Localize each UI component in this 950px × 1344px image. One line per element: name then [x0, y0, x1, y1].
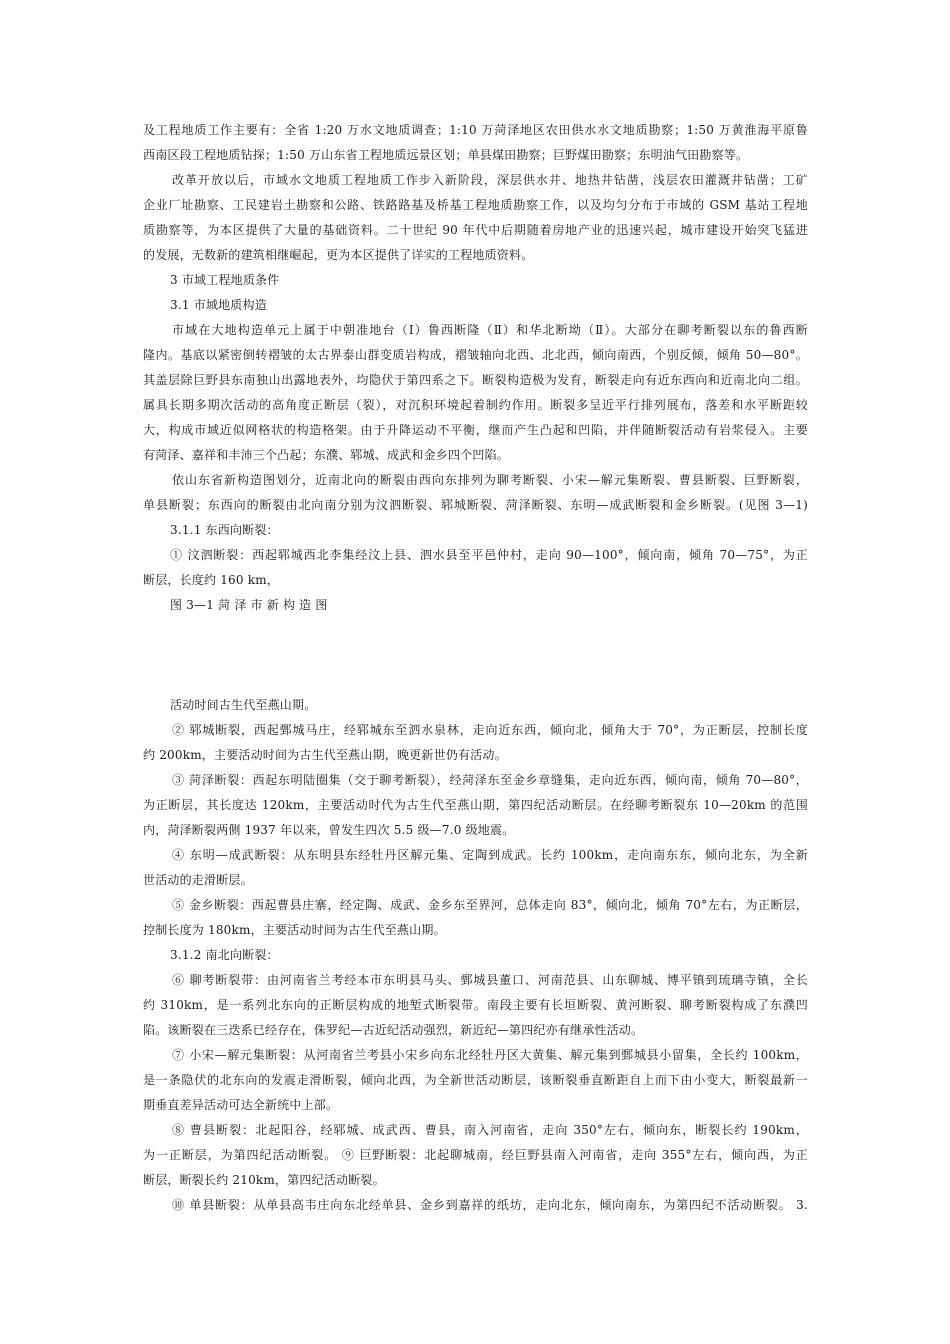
paragraph-line: 质勘察等，为本区提供了大量的基础资料。二十世纪 90 年代中后期随着房地产业的迅速兴起，城市建设开始突飞猛进 [143, 223, 808, 237]
paragraph-line: ① 汶泗断裂：西起郓城西北李集经汶上县、泗水县至平邑仲村，走向 90—100°，倾向南，倾角 70—75°，为正 [170, 548, 808, 562]
paragraph-line: 的发展，无数新的建筑相继崛起，更为本区提供了详实的工程地质资料。 [143, 248, 534, 262]
paragraph-line: 大，构成市域近似网格状的构造格架。由于升降运动不平衡，继而产生凸起和凹陷，并伴随断裂活动有岩浆侵入。主要 [143, 423, 808, 437]
paragraph-line: 约 310km，是一系列北东向的正断层构成的地堑式断裂带。南段主要有长垣断裂、黄河断裂、聊考断裂构成了东濮凹 [143, 998, 808, 1012]
paragraph-line: 断层，断裂长约 210km，第四纪活动断裂。 [143, 1173, 385, 1187]
paragraph-line: ⑩ 单县断裂：从单县高韦庄向东北经单县、金乡到嘉祥的纸坊，走向北东，倾向南东，为第四纪不活动断裂。 3. [172, 1198, 808, 1212]
paragraph-line: 约 200km，主要活动时间为古生代至燕山期，晚更新世仍有活动。 [143, 748, 507, 762]
paragraph-line: 西南区段工程地质钻探；1:50 万山东省工程地质远景区划；单县煤田勘察；巨野煤田勘察；东明油气田勘察等。 [143, 148, 749, 162]
paragraph-line: 内，菏泽断裂两侧 1937 年以来，曾发生四次 5.5 级—7.0 级地震。 [143, 823, 515, 837]
paragraph-line: 改革开放以后，市域水文地质工程地质工作步入新阶段，深层供水井、地热井钻凿，浅层农田灌溉井钻凿；工矿 [172, 173, 808, 187]
paragraph-line: 有菏泽、嘉祥和丰沛三个凸起；东濮、郓城、成武和金乡四个凹陷。 [143, 448, 510, 462]
paragraph-line: ⑦ 小宋—解元集断裂：从河南省兰考县小宋乡向东北经牡丹区大黄集、解元集到鄄城县小留集，全长约 100km， [172, 1048, 808, 1062]
paragraph-line: ④ 东明—成武断裂：从东明县东经牡丹区解元集、定陶到成武。长约 100km，走向南东东，倾向北东，为全新 [172, 848, 808, 862]
paragraph-line: 隆内。基底以紧密倒转褶皱的太古界泰山群变质岩构成，褶皱轴向北西、北北西，倾向南西，个别反倾，倾角 50—80°。 [143, 348, 808, 362]
paragraph-line: 是一条隐伏的北东向的发震走滑断裂，倾向北西，为全新世活动断层，该断裂垂直断距自上而下由小变大，断裂最新一 [143, 1073, 808, 1087]
paragraph-line: ⑥ 聊考断裂带：由河南省兰考经本市东明县马头、鄄城县董口、河南范县、山东聊城、博平镇到琉璃寺镇，全长 [172, 973, 808, 987]
paragraph-line: 及工程地质工作主要有：全省 1:20 万水文地质调查；1:10 万菏泽地区农田供水水文地质勘察；1:50 万黄淮海平原鲁 [143, 123, 808, 137]
paragraph-line: ⑧ 曹县断裂：北起阳谷，经郓城、成武西、曹县，南入河南省，走向 350°左右，倾向东，断裂长约 190km， [172, 1123, 808, 1137]
paragraph-line: 陷。该断裂在三迭系已经存在，侏罗纪—古近纪活动强烈，新近纪—第四纪亦有继承性活动。 [143, 1023, 644, 1037]
paragraph-line: 为正断层，其长度达 120km，主要活动时代为古生代至燕山期，第四纪活动断层。在经聊考断裂东 10—20km 的范围 [143, 798, 808, 812]
paragraph-line: 期垂直差异活动可达全新统中上部。 [143, 1098, 339, 1112]
paragraph-line: 断层，长度约 160 km， [143, 573, 279, 587]
paragraph-line: ③ 菏泽断裂：西起东明陆圈集（交于聊考断裂），经菏泽东至金乡章缝集，走向近东西，倾向南，倾角 70—80°， [172, 773, 808, 787]
section-heading-3-1-2: 3.1.2 南北向断裂： [170, 948, 279, 962]
paragraph-line: 为一正断层，为第四纪活动断裂。 ⑨ 巨野断裂：北起聊城南，经巨野县南入河南省，走向 355°左右，倾向西，为正 [143, 1148, 808, 1162]
paragraph-line: 市域在大地构造单元上属于中朝准地台（Ⅰ）鲁西断隆（Ⅱ）和华北断坳（Ⅱ）。大部分在聊考断裂以东的鲁西断 [172, 323, 808, 337]
paragraph-line: 企业厂址勘察、工民建岩土勘察和公路、铁路路基及桥基工程地质勘察工作，以及均匀分布于市域的 GSM 基站工程地 [143, 198, 808, 212]
paragraph-line: 属具长期多期次活动的高角度正断层（裂），对沉积环境起着制约作用。断裂多呈近平行排列展布，落差和水平断距较 [143, 398, 808, 412]
paragraph-line: 单县断裂；东西向的断裂由北向南分别为汶泗断裂、郓城断裂、菏泽断裂、东明—成武断裂和金乡断裂。(见图 3—1) [143, 498, 808, 512]
paragraph-line: 世活动的走滑断层。 [143, 873, 253, 887]
paragraph-line: ⑤ 金乡断裂：西起曹县庄寨，经定陶、成武、金乡东至界河，总体走向 83°，倾向北，倾角 70°左右，为正断层， [172, 898, 808, 912]
section-heading-3: 3 市域工程地质条件 [170, 273, 280, 287]
figure-caption: 图 3—1 菏 泽 市 新 构 造 图 [170, 598, 328, 612]
paragraph-line: 其盖层除巨野县东南独山出露地表外，均隐伏于第四系之下。断裂构造极为发育，断裂走向有近东西向和近南北向二组。 [143, 373, 808, 387]
paragraph-line: 依山东省新构造图划分，近南北向的断裂由西向东排列为聊考断裂、小宋—解元集断裂、曹县断裂、巨野断裂， [172, 473, 808, 487]
paragraph-line: 活动时间古生代至燕山期。 [170, 698, 317, 712]
paragraph-line: ② 郓城断裂，西起鄄城马庄，经郓城东至泗水泉林，走向近东西，倾向北，倾角大于 70°，为正断层，控制长度 [172, 723, 808, 737]
section-heading-3-1: 3.1 市域地质构造 [170, 298, 267, 312]
section-heading-3-1-1: 3.1.1 东西向断裂： [170, 523, 279, 537]
paragraph-line: 控制长度为 180km，主要活动时间为古生代至燕山期。 [143, 923, 446, 937]
